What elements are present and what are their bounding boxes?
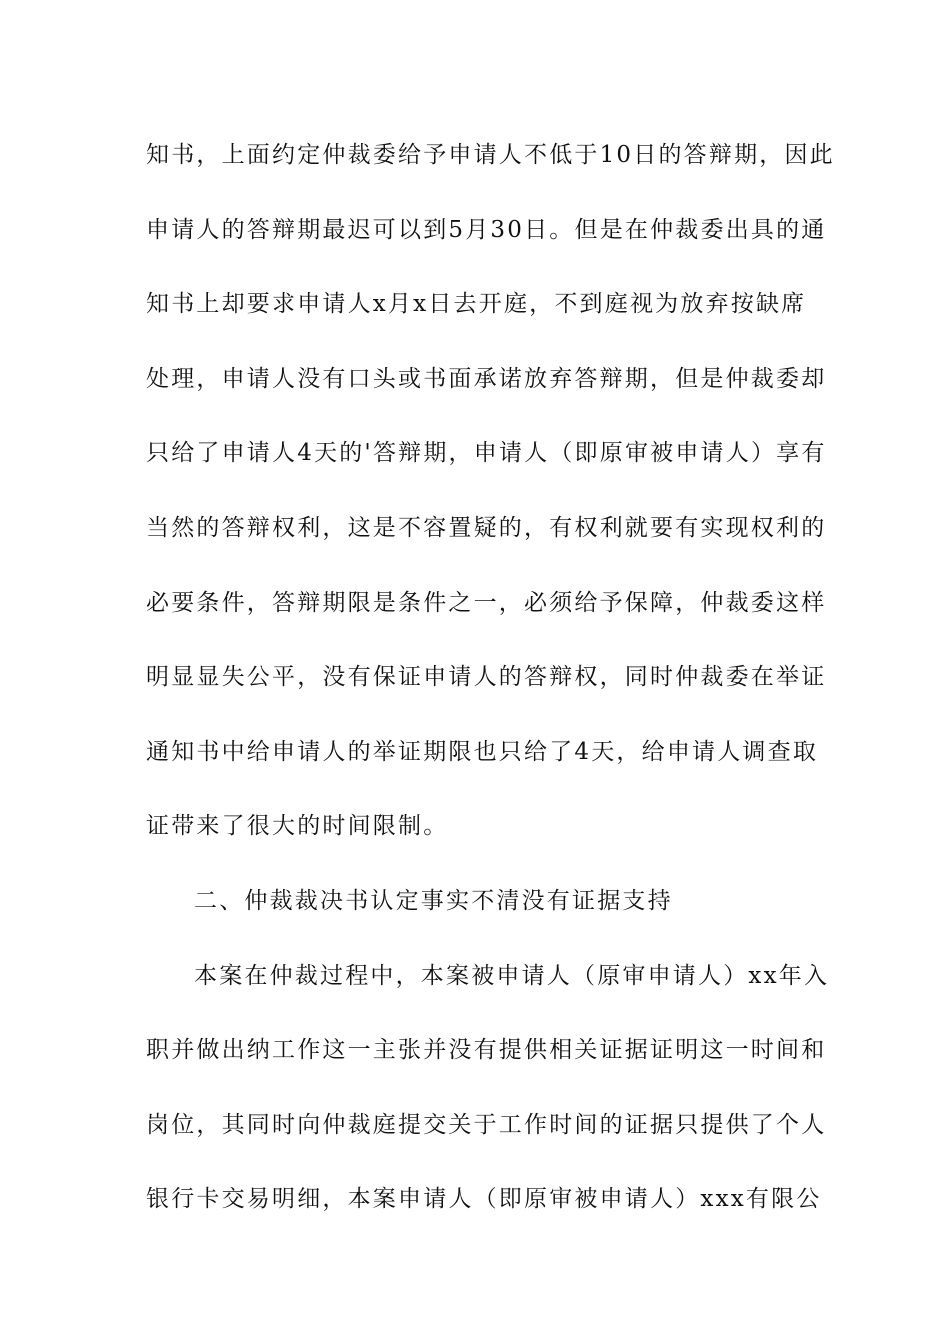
- text-line: 岗位，其同时向仲裁庭提交关于工作时间的证据只提供了个人: [146, 1111, 827, 1138]
- text-line: 通知书中给申请人的举证期限也只给了4天，给申请人调查取: [146, 738, 819, 765]
- text-line: 处理，申请人没有口头或书面承诺放弃答辩期，但是仲裁委却: [146, 365, 827, 392]
- text-line: 必要条件，答辩期限是条件之一，必须给予保障，仲裁委这样: [146, 589, 827, 616]
- body-text: [146, 131, 835, 1250]
- section-heading: 二、仲裁裁决书认定事实不清没有证据支持: [194, 887, 673, 914]
- text-line: 申请人的答辩期最迟可以到5月30日。但是在仲裁委出具的通: [146, 216, 827, 243]
- text-line: 知书，上面约定仲裁委给予申请人不低于10日的答辩期，因此: [146, 142, 835, 168]
- text-line: 当然的答辩权利，这是不容置疑的，有权利就要有实现权利的: [146, 514, 827, 541]
- text-line: 明显显失公平，没有保证申请人的答辩权，同时仲裁委在举证: [146, 664, 827, 691]
- text-line: 知书上却要求申请人x月x日去开庭，不到庭视为放弃按缺席: [146, 291, 807, 318]
- text-line: 银行卡交易明细，本案申请人（即原审被申请人）xxx有限公: [146, 1186, 822, 1213]
- paragraph-start: 本案在仲裁过程中，本案被申请人（原审申请人）xx年入: [194, 962, 830, 989]
- text-line: 职并做出纳工作这一主张并没有提供相关证据证明这一时间和: [146, 1037, 827, 1064]
- text-line: 证带来了很大的时间限制。: [146, 813, 449, 840]
- text-line: 只给了申请人4天的'答辩期，申请人（即原审被申请人）享有: [146, 440, 827, 467]
